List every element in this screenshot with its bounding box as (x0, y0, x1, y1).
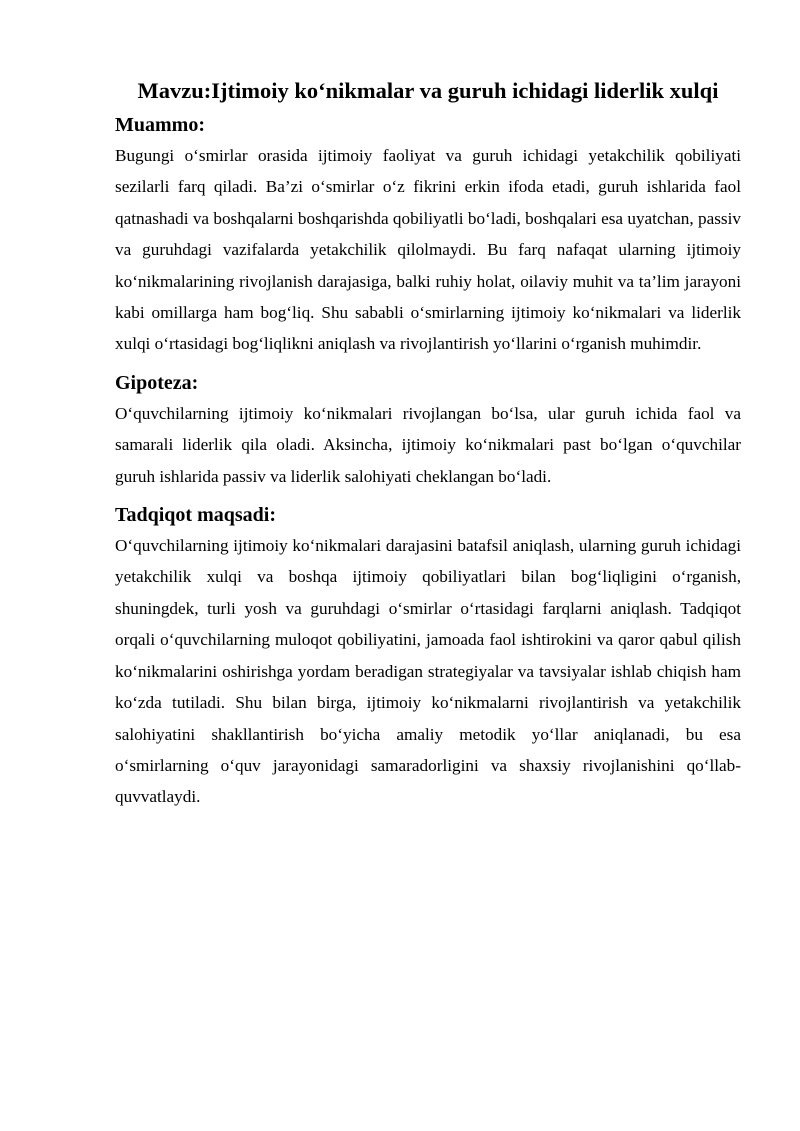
section-text-tadqiqot-maqsadi: O‘quvchilarning ijtimoiy ko‘nikmalari darajasini batafsil aniqlash, ularning guruh ichidagi yetakchilik xulqi va boshqa ijtimoiy qobiliyatlari bilan bog‘liqligini o‘rganish, shuningdek, turli yosh va guruhdagi o‘smirlar o‘rtasidagi farqlarni aniqlash. Tadqiqot orqali o‘quvchilarning muloqot qobiliyatini, jamoada faol ishtirokini va qaror qabul qilish ko‘nikmalarini oshirishga yordam beradigan strategiyalar va tavsiyalar ishlab chiqish ham ko‘zda tutiladi. Shu bilan birga, ijtimoiy ko‘nikmalarni rivojlantirish va yetakchilik salohiyatini shakllantirish bo‘yicha amaliy metodik yo‘llar aniqlanadi, bu esa o‘smirlarning o‘quv jarayonidagi samaradorligini va shaxsiy rivojlanishini qo‘llab-quvvatlaydi. (115, 536, 741, 807)
document-title: Mavzu:Ijtimoiy ko‘nikmalar va guruh ichidagi liderlik xulqi (137, 78, 719, 103)
section-heading-gipoteza: Gipoteza: (115, 371, 199, 394)
section-heading-muammo: Muammo: (115, 114, 205, 136)
section-heading-tadqiqot-maqsadi: Tadqiqot maqsadi: (115, 504, 276, 527)
section-gipoteza (115, 368, 741, 492)
section-text-gipoteza: O‘quvchilarning ijtimoiy ko‘nikmalari rivojlangan bo‘lsa, ular guruh ichida faol va samarali liderlik qila oladi. Aksincha, ijtimoiy ko‘nikmalari past bo‘lgan o‘quvchilar guruh ishlarida passiv va liderlik salohiyati cheklangan bo‘ladi. (115, 403, 741, 486)
section-text-muammo: Bugungi o‘smirlar orasida ijtimoiy faoliyat va guruh ichidagi yetakchilik qobiliyati sezilarli farq qiladi. Ba’zi o‘smirlar o‘z fikrini erkin ifoda etadi, guruh ishlarida faol qatnashadi va boshqalarni boshqarishda qobiliyatli bo‘ladi, boshqalari esa uyatchan, passiv va guruhdagi vazifalarda yetakchilik qilolmaydi. Bu farq nafaqat ularning ijtimoiy ko‘nikmalarining rivojlanish darajasiga, balki ruhiy holat, oilaviy muhit va ta’lim jarayoni kabi omillarga ham bog‘liq. Shu sababli o‘smirlarning ijtimoiy ko‘nikmalari va liderlik xulqi o‘rtasidagi bog‘liqlikni aniqlash va rivojlantirish yo‘llarini o‘rganish muhimdir. (115, 146, 741, 354)
section-tadqiqot-maqsadi (115, 500, 741, 813)
document-page (115, 76, 741, 813)
section-muammo (115, 110, 741, 360)
